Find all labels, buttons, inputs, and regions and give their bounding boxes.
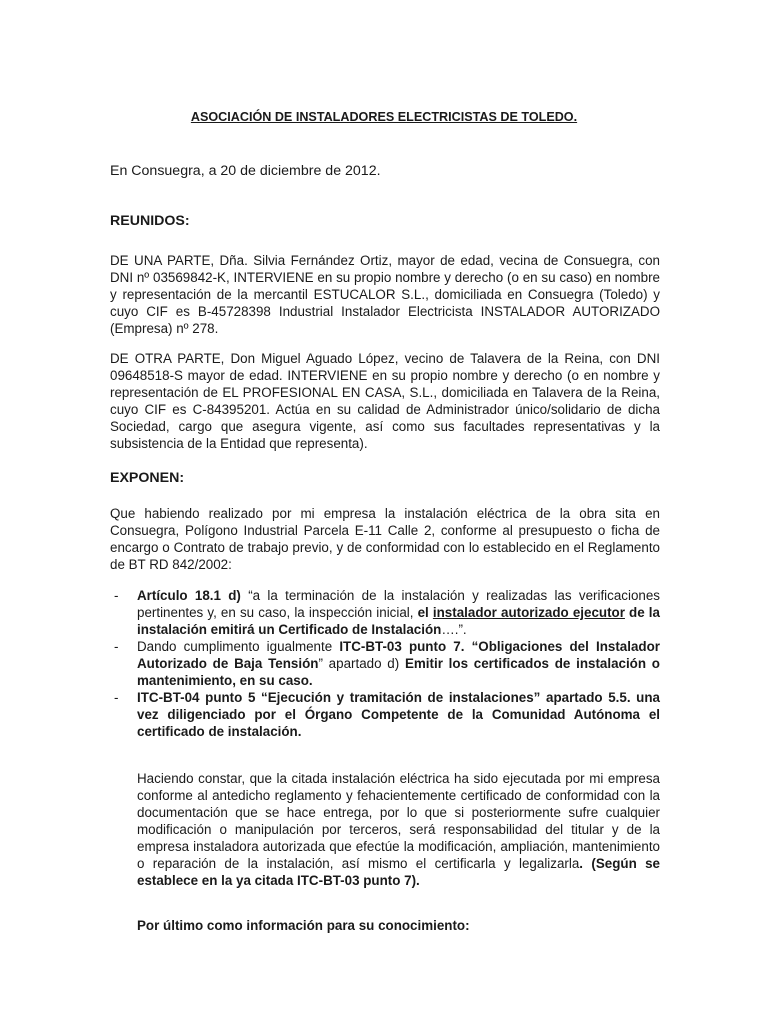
item-bold: ITC-BT-04 punto 5 “Ejecución y tramitación de instalaciones” apartado 5.5. una vez diligenciado por el Órgano Competente de la Comunidad Autónoma el certificado de instalación. bbox=[137, 690, 660, 739]
haciendo-bold: . (Según se establece en la ya citada ITC-BT-03 punto 7). bbox=[137, 856, 660, 888]
haciendo-paragraph bbox=[137, 770, 660, 889]
exponen-heading: EXPONEN: bbox=[110, 470, 185, 486]
parte-1-paragraph: DE UNA PARTE, Dña. Silvia Fernández Ortiz, mayor de edad, vecina de Consuegra, con DNI nº 03569842-K, INTERVIENE en su propio nombre y derecho (o en su caso) en nombre y representación de la mercantil ESTUCALOR S.L., domiciliada en Consuegra (Toledo) y cuyo CIF es B-45728398 Industrial Instalador Electricista INSTALADOR AUTORIZADO (Empresa) nº 278. bbox=[110, 253, 660, 336]
item-bold: el bbox=[417, 605, 433, 620]
dash-bullet: - bbox=[114, 690, 119, 705]
exponen-paragraph: Que habiendo realizado por mi empresa la instalación eléctrica de la obra sita en Consuegra, Polígono Industrial Parcela E-11 Calle 2, conforme al presupuesto o ficha de encargo o Contrato de trabajo previo, y de conformidad con lo establecido en el Reglamento de BT RD 842/2002: bbox=[110, 506, 660, 572]
list-item bbox=[110, 638, 660, 689]
document-title: ASOCIACIÓN DE INSTALADORES ELECTRICISTAS DE TOLEDO. bbox=[190, 110, 578, 124]
item-text: ” apartado d) bbox=[318, 656, 405, 671]
item-text: Dando cumplimento igualmente bbox=[137, 639, 340, 654]
dash-bullet: - bbox=[114, 639, 119, 654]
item-bold: de la instalación emitirá un Certificado de Instalación bbox=[137, 605, 660, 637]
date-line: En Consuegra, a 20 de diciembre de 2012. bbox=[110, 163, 381, 179]
item-text: ….”. bbox=[441, 622, 467, 637]
article-list bbox=[110, 587, 660, 740]
underlined-phrase: instalador autorizado ejecutor bbox=[432, 605, 625, 620]
article-ref: Artículo 18.1 d) bbox=[137, 588, 241, 603]
item-text: “a la terminación de la instalación y realizadas las verificaciones pertinentes y, en su caso, la inspección inicial, bbox=[137, 588, 660, 620]
item-bold: Emitir los certificados de instalación o mantenimiento, en su caso. bbox=[137, 656, 660, 688]
list-item bbox=[110, 587, 660, 638]
parte-2-paragraph: DE OTRA PARTE, Don Miguel Aguado López, vecino de Talavera de la Reina, con DNI 09648518-S mayor de edad. INTERVIENE en su propio nombre y derecho (o en nombre y representación de EL PROFESIONAL EN CASA, S.L., domiciliada en Talavera de la Reina, cuyo CIF es C-84395201. Actúa en su calidad de Administrador único/solidario de dicha Sociedad, cargo que asegura vigente, así como sus facultades representativas y la subsistencia de la Entidad que representa). bbox=[110, 351, 660, 451]
reunidos-heading: REUNIDOS: bbox=[110, 213, 190, 229]
list-item bbox=[110, 689, 660, 740]
dash-bullet: - bbox=[114, 588, 119, 603]
item-bold: ITC-BT-03 punto 7. “Obligaciones del Instalador Autorizado de Baja Tensión bbox=[137, 639, 660, 671]
por-ultimo-line: Por último como información para su conocimiento: bbox=[137, 918, 470, 933]
haciendo-text: Haciendo constar, que la citada instalación eléctrica ha sido ejecutada por mi empresa conforme al antedicho reglamento y fehacientemente certificado de conformidad con la documentación que se hace entrega, por lo que si posteriormente sufre cualquier modificación o manipulación por terceros, será responsabilidad del titular y de la empresa instaladora autorizada que efectúe la modificación, ampliación, mantenimiento o reparación de la instalación, así mismo el certificarla y legalizarla bbox=[137, 771, 660, 871]
